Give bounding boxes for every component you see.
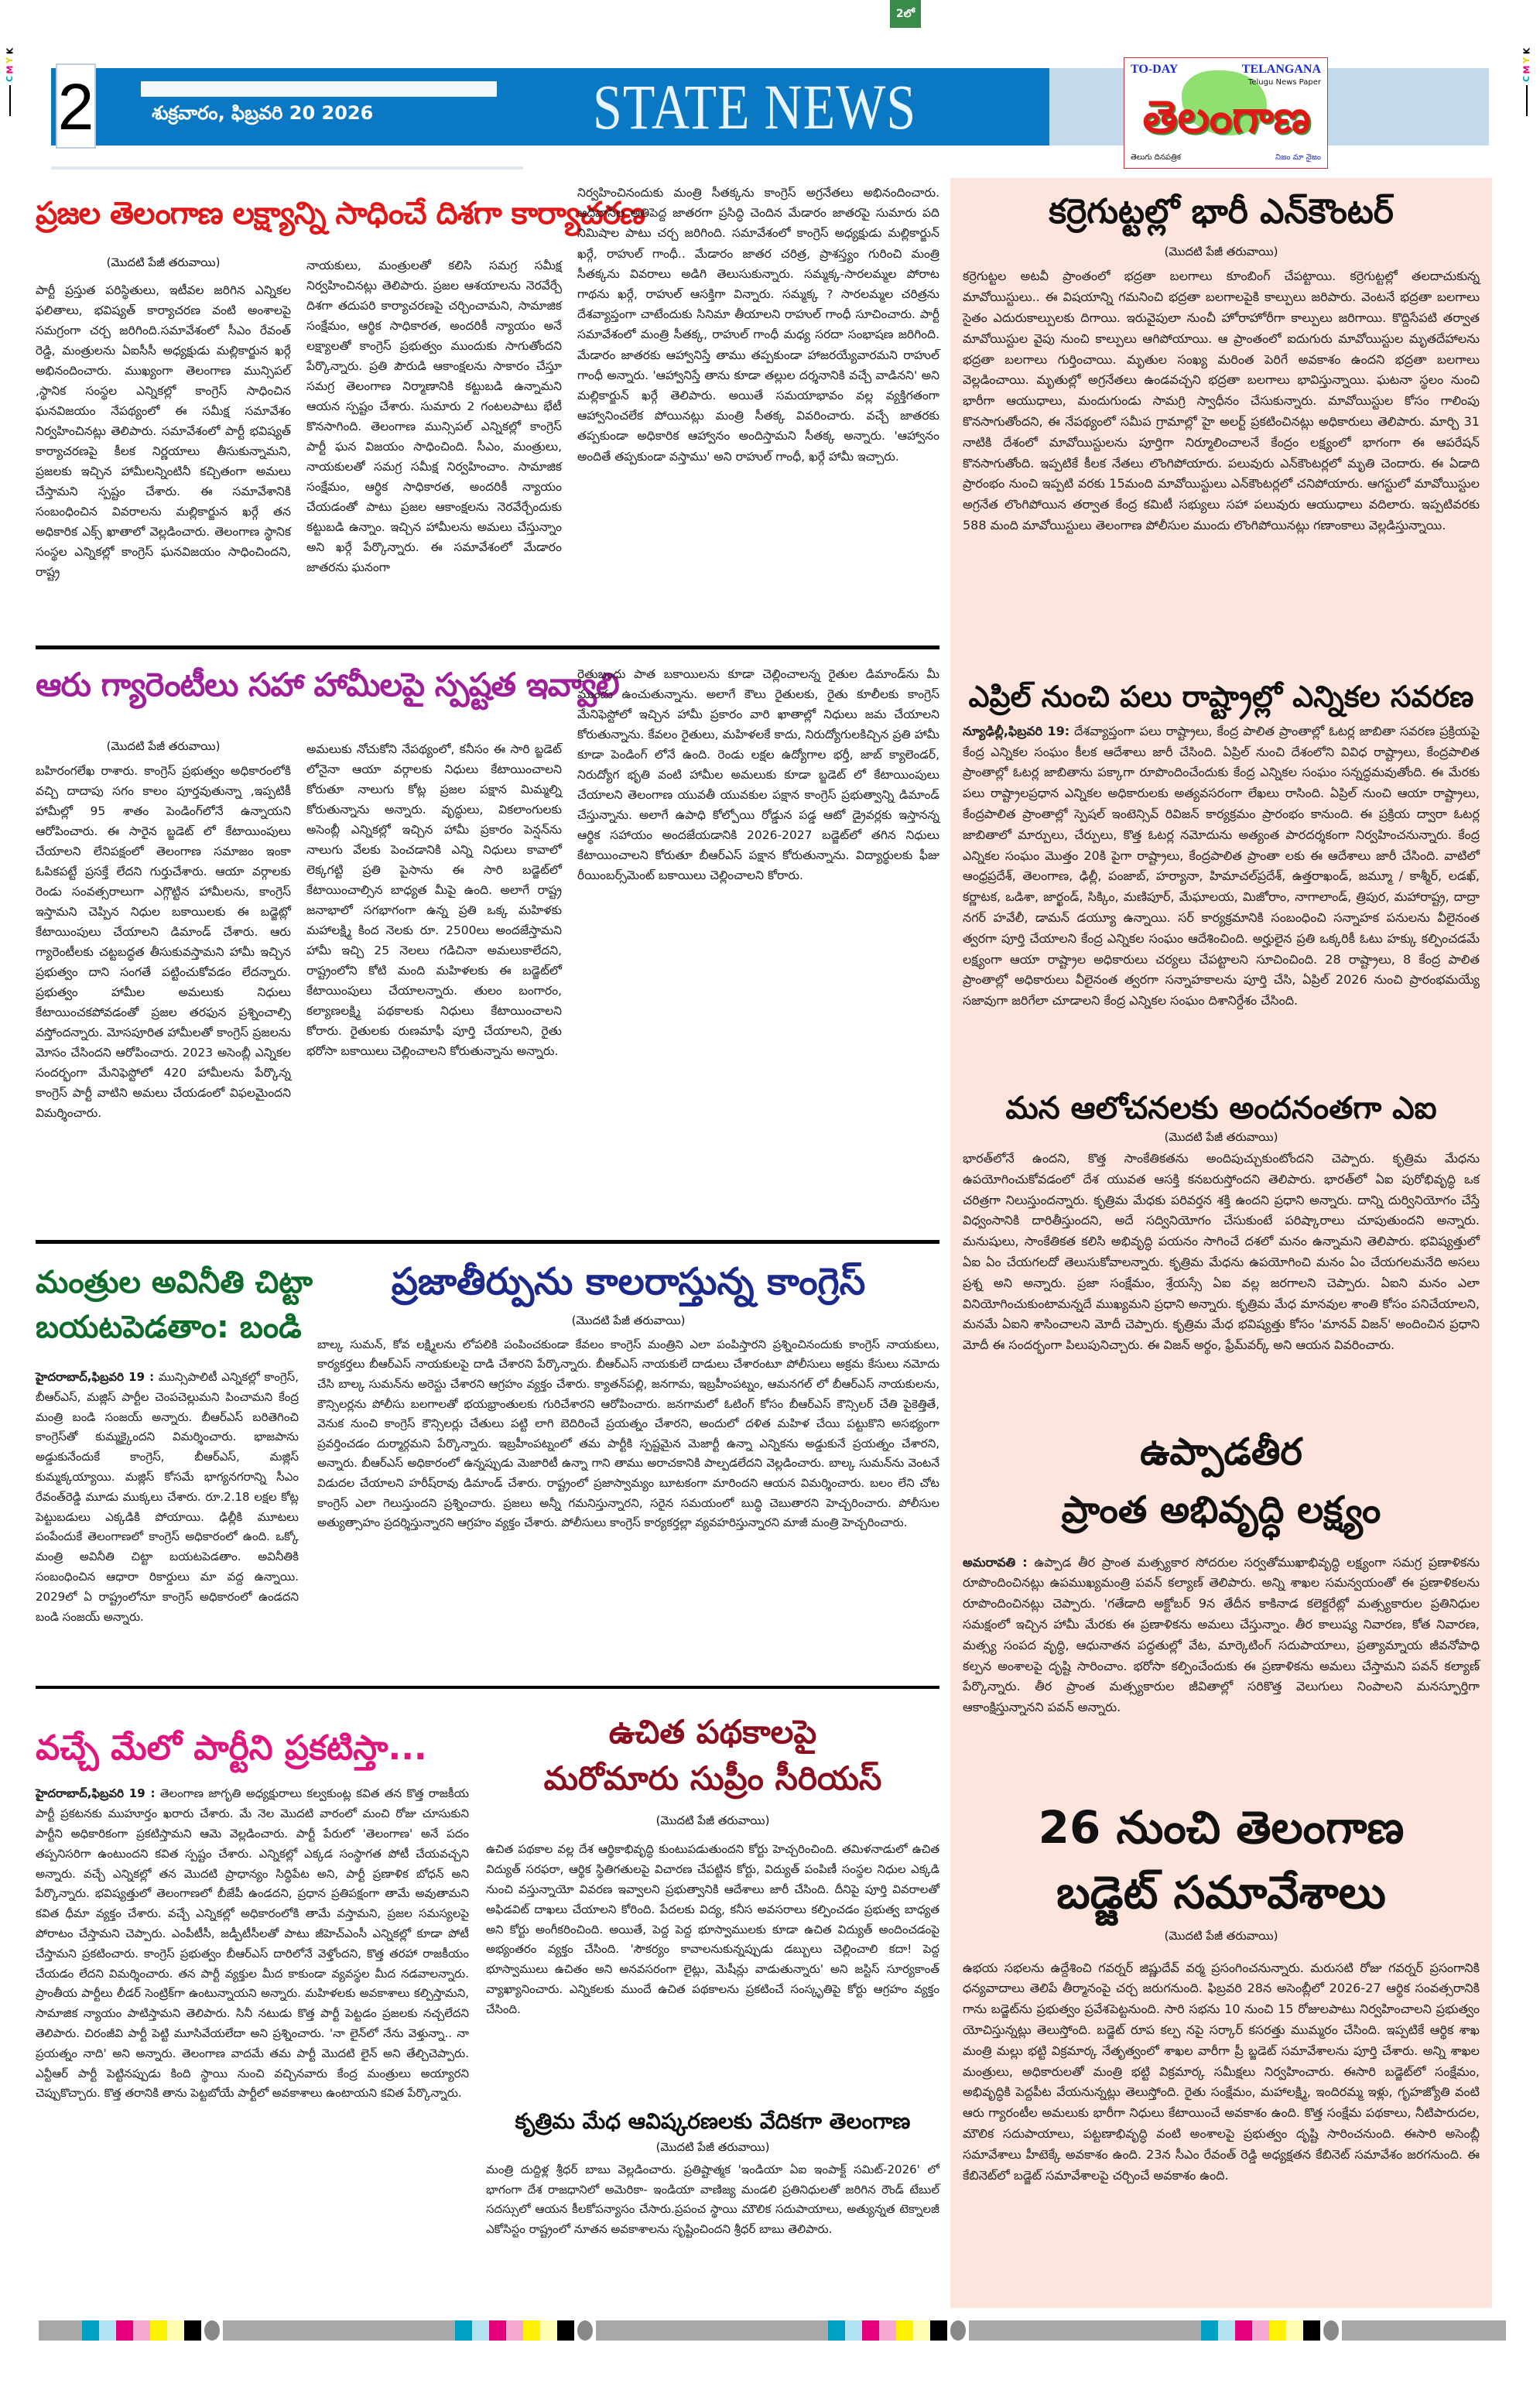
logo-tag-left: తెలుగు దినపత్రిక (1131, 153, 1182, 162)
gray-bar (1342, 2320, 1506, 2341)
article-kavitha-party (36, 1730, 469, 2104)
headline: కర్రెగుట్టల్లో భారీ ఎన్‌కౌంటర్ (1049, 192, 1394, 231)
continued-label: (మొదటి పేజీ తరువాయి) (1164, 245, 1278, 259)
registration-mark-left (5, 46, 15, 124)
gray-bar (969, 2320, 1201, 2341)
article-1-col-2-wrap (306, 255, 562, 577)
gray-bar (223, 2320, 455, 2341)
color-swatch (116, 2320, 133, 2341)
article-1-col-1: పార్టీ ప్రస్తుత పరిస్థితులు, ఇటీవల జరిగిన ఎన్నికల ఫలితాలు, భవిష్యత్ కార్యాచరణ వంటి అంశాలపై సమగ్రంగా చర్చ జరిగింది.సమావేశంలో సీఎం రేవంత్ రెడ్డి, మంత్రులను ఏఐసీసీ అధ్యక్షుడు మల్లికార్జున ఖర్గే అభినందించారు. ముఖ్యంగా తెలంగాణ మున్సిపల్ ,స్థానిక సంస్థల ఎన్నికల్లో కాంగ్రెస్ సాధించిన ఘనవిజయం నేపథ్యంలో ఈ సమీక్ష సమావేశం నిర్వహించినట్లు తెలిపారు. సమావేశంలో పార్టీ భవిష్యత్ కార్యాచరణపై కీలక నిర్ణయాలు తీసుకున్నామని, ప్రజలకు ఇచ్చిన హామీలన్నింటినీ కచ్చితంగా అమలు చేస్తామని స్పష్టం చేశారు. ఈ సమావేశానికి సంబంధించిన వివరాలను మల్లికార్జున ఖర్గే తన అధికారిక ఎక్స్ ఖాతాలో వెల్లడించారు. తెలంగాణ స్థానిక సంస్థల ఎన్నికల్లో కాంగ్రెస్ ఘనవిజయం సాధించిందని, రాష్ట్ర (36, 283, 291, 579)
headline: ఆరు గ్యారెంటీలు సహా హామీలపై స్పష్టత ఇవ్వాలి (36, 666, 619, 704)
section-divider (36, 1240, 939, 1244)
dateline: న్యూఢిల్లీ,ఫిబ్రవరి 19: (963, 723, 1070, 738)
color-swatch (896, 2320, 913, 2341)
dateline: అమరావతి : (963, 1554, 1028, 1570)
article-ai-telangana (486, 2110, 939, 2240)
reg-c: C (4, 75, 15, 83)
reg-k: K (1521, 47, 1531, 55)
article-2-col-2-wrap (306, 739, 562, 1061)
article-r2-body (963, 721, 1480, 1012)
registration-mark-right (1521, 46, 1532, 124)
reg-c: C (1521, 75, 1531, 83)
headline: వచ్చే మేలో పార్టీని ప్రకటిస్తా... (36, 1728, 427, 1768)
color-swatch (1235, 2320, 1252, 2341)
article-4-body: బాల్క సుమన్, కోవ లక్ష్మిలను లోపలికి పంపించకుండా కేవలం కాంగ్రెస్ మంత్రిని ఎలా పంపిస్తారని ప్రశ్నించినందుకు కాంగ్రెస్ నాయకులు, కార్యకర్తలు బీఆర్ఎస్ నాయకులపై దాడి చేశారని పేర్కొన్నారు. బీఆర్ఎస్ నాయకులే దాడులు చేశారంటూ పోలీసులు అక్రమ కేసులు నమోదు చేసి బాల్క సుమన్‌ను అరెస్టు చేశారని ఆగ్రహం వ్యక్తం చేశారు. క్యాతన్‌పల్లి, జనగామ, ఇబ్రహీంపట్నం, ఆమనగల్ లో బీఆర్ఎస్ నాయకులను, కౌన్సిలర్లను పోలీసు బలగాలతో భయభ్రాంతులకు గురిచేశారని ఆరోపించారు. జనగామలో ఓటింగ్ కోసం బీఆర్ఎస్ కౌన్సిలర్ చేతి పైకెత్తితే, వెనుక నుంచి కాంగ్రెస్ కౌన్సిలర్లు చేతులు పట్టి లాగి బెదిరించే ప్రయత్నం చేశారని, అందులో దళిత మహిళ చేయి పట్టుకొని అసభ్యంగా ప్రవర్తించడం దుర్మార్గమని పేర్కొన్నారు. ఇబ్రహీంపట్నంలో తమ పార్టీకి స్పష్టమైన మెజార్టీ ఉన్నా ఎన్నికను అడ్డుకునే ప్రయత్నం చేశారని, అన్నారు. బీఆర్ఎస్ అధికారంలో ఉన్నప్పుడు మెజారిటీ ఉన్నా గాని తాము అరాచకానికి పాల్పడలేదని వెల్లడించారు. బాల్క సుమన్‌ను వెంటనే విడుదల చేయాలని హరీష్‌రావు డిమాండ్ చేశారు. రాష్ట్రంలో ప్రజాస్వామ్యం బూటకంగా మారిందని ఆయన విమర్శించారు. బలం లేని చోట కాంగ్రెస్ ఎలా గెలుస్తుందని ప్రశ్నించారు. ప్రజలు అన్నీ గమనిస్తున్నారని, సరైన సమయంలో బుద్ధి చెబుతారని హెచ్చరించారు. పోలీసుల అత్యుత్సాహం ప్రదర్శిస్తున్నారని ఆగ్రహం వ్యక్తం చేశారు. పోలీసులు కాంగ్రెస్ కార్యకర్తల్లా వ్యవహరిస్తున్నారని మాజీ మంత్రి హెచ్చరించారు. (317, 1337, 939, 1530)
color-swatch (930, 2320, 947, 2341)
logo-subtitle: Telugu News Paper (1247, 78, 1321, 87)
color-swatch (133, 2320, 150, 2341)
logo-today: TO-DAY (1131, 63, 1179, 76)
continued-label: (మొదటి పేజీ తరువాయి) (1164, 1130, 1278, 1144)
color-swatch (184, 2320, 201, 2341)
headline-line-1: ఉప్పాడతీర (1140, 1430, 1302, 1474)
registration-oval (577, 2320, 593, 2341)
color-swatch (489, 2320, 506, 2341)
article-karregutta-encounter (963, 193, 1480, 536)
reg-k: K (5, 47, 15, 55)
article-2-col-1-wrap (36, 739, 291, 1123)
gray-bar (596, 2320, 828, 2341)
color-swatch (1303, 2320, 1320, 2341)
article-1-col-3-wrap (577, 183, 939, 467)
article-r5-body: ఉభయ సభలను ఉద్దేశించి గవర్నర్ జిష్ణుదేవ్ వర్మ ప్రసంగించనున్నారు. మరుసటి రోజు గవర్నర్ ప్రసంగానికి ధన్యవాదాలు తెలిపే తీర్మానంపై చర్చ జరుగనుంది. ఫిబ్రవరి 28న అసెంబ్లీలో 2026-27 ఆర్థిక సంవత్సరానికి గాను బడ్జెట్‌ను ప్రభుత్వం ప్రవేశపెట్టనుంది. సారి సభను 10 నుంచి 15 రోజులపాటు నిర్వహించాలని ప్రభుత్వం యోచిస్తున్నట్లు తెలుస్తోంది. బడ్జెట్ రూప కల్ప నపై సర్కార్ కసరత్తు ముమ్మరం చేసింది. ఇప్పటికే ఆర్థిక శాఖ మంత్రి మల్లు భట్టి విక్రమార్క నేతృత్వంలో శాఖల వారీగా ప్రీ బ్జడెట్ సమావేశాలను పూర్తి చేశారు. అన్ని శాఖల మంత్రులు, అధికారులతో మంత్రి భట్టి విక్రమార్క సమీక్షలు నిర్వహించారు. ఈసారి బడ్జెట్‌లో సంక్షేమం, అభివృద్ధికి పెద్దపీట వేయనున్నట్లు తెలుస్తోంది. రైతు సంక్షేమం, మహాలక్ష్మి, ఇందిరమ్మ ఇళ్లు, గృహజ్యోతి వంటి ఆరు గ్యారంటీల అమలుకు భారీగా నిధులు కేటాయించే అవకాశం ఉంది. కొత్త సంక్షేమ పథకాలు, నీటిపారుదల, మౌలిక సదుపాయాలు, పట్టణాభివృద్ధి వంటి అంశాలపై ప్రభుత్వం దృష్టి సారించనుంది. ఈసారి అసెంబ్లీ సమావేశాలు హీటెక్కే అవకాశం ఉంది. 23న సీఎం రేవంత్ రెడ్డి అధ్యక్షతన కేబినెట్ సమావేశం జరగనుంది. ఈ కేబినెట్‌లో బడ్జెట్ సమావేశాలపై చర్చించే అవకాశం ఉంది. (963, 1960, 1480, 2183)
article-r1-body: కర్రెగుట్టల అటవీ ప్రాంతంలో భద్రతా బలగాలు కూంబింగ్ చేపట్టాయి. కర్రెగుట్టల్లో తలదాచుకున్న మావోయిస్టులు.. ఈ విషయాన్ని గమనించి భద్రతా బలగాలపైకి కాల్పులు జరిపారు. వెంటనే భద్రతా బలగాలు సైతం ఎదురుకాల్పులకు దిగాయి. ఇరువైపులా నుంచీ హోరాహోరీగా కాల్పులు జరిగాయి. కొద్దిసేపటి తర్వాత మావోయిస్టుల వైపు నుంచి కాల్పులు ఆగిపోయాయి. ఆ ప్రాంతంలో ఐదుగురు మావోయిస్టుల మృతదేహాలను భద్రతా బలగాలు గుర్తించాయి. మృతుల సంఖ్య మరింత పెరిగే అవకాశం ఉందని భద్రతా బలగాలు వెల్లడించాయి. మృతుల్లో అగ్రనేతలు ఉండవచ్చని భద్రతా బలగాలు భావిస్తున్నాయి. ఘటనా స్థలం నుంచి భారీగా ఆయుధాలు, మందుగుండు సామగ్రి స్వాధీనం చేసుకున్నారు. మావోయిస్టుల కోసం గాలింపు కొనసాగుతోందని, ఈ నేపథ్యంలో సమీప గ్రామాల్లో హై అలర్ట్ ప్రకటించినట్లు అధికారులు తెలిపారు. మార్చి 31 నాటికి దేశంలో మావోయిస్టులను పూర్తిగా నిర్మూలించాలనే కేంద్రం లక్ష్యంలో భాగంగా ఈ ఆపరేషన్ కొనసాగుతోంది. ఇప్పటికే కీలక నేతలు లొంగిపోయారు. పలువురు ఎన్‌కౌంటర్లలో మృతి చెందారు. ఈ ఏడాది ప్రారంభం నుంచి ఇప్పటి వరకు 15మంది మావోయిస్టులు ఎన్‌కౌంటర్లలో చనిపోయారు. ఆగస్టులో మావోయిస్టుల అగ్రనేత లొంగిపోయిన తర్వాత కేంద్ర కమిటీ సభ్యులు సహా పలువురు ఆయుధాలు వదిలారు. ఇప్పటివరకు 588 మంది మావోయిస్టులు తెలంగాణ పోలీసుల ముందు లొంగిపోయినట్లు గణాంకాలు వెల్లడిస్తున్నాయి. (963, 269, 1480, 533)
article-praja-teerpu (317, 1262, 939, 1533)
color-swatch (99, 2320, 116, 2341)
reg-line (1526, 85, 1528, 116)
headline-line-2: మరోమారు సుప్రీం సీరియస్ (543, 1759, 882, 1798)
article-bandi (36, 1265, 313, 1627)
continued-label: (మొదటి పేజీ తరువాయి) (655, 1813, 770, 1828)
right-feature-panel (950, 178, 1492, 2308)
color-swatch (82, 2320, 99, 2341)
reg-line (9, 85, 11, 116)
color-swatch (862, 2320, 879, 2341)
logo-name: తెలంగాణ (1142, 91, 1311, 143)
logo-telangana: TELANGANA (1241, 63, 1321, 76)
reg-m: M (1521, 65, 1531, 74)
article-7-body: మంత్రి దుద్దిళ్ల శ్రీధర్ బాబు వెల్లడించారు. ప్రతిష్టాత్మక 'ఇండియా ఏఐ ఇంపాక్ట్ సమిట్-2026' లో భాగంగా దేశ రాజధానిలో అమెరికా- ఇండియా వాణిజ్య మండలి ప్రతినిధులతో జరిగిన రౌండ్ టేబుల్ సదస్సులో ఆయన కీలకోపన్యాసం చేసారు.ప్రపంచ స్థాయి మౌలిక సదుపాయాలు, అత్యున్నత టెక్నాలజీ ఎకోసిస్టం రాష్ట్రంలో నూతన అవకాశాలను సృష్టించిందని శ్రీధర్ బాబు తెలిపారు. (486, 2162, 939, 2237)
body-text: దేశవ్యాప్తంగా పలు రాష్ట్రాలు, కేంద్ర పాలిత ప్రాంతాల్లో ఓటర్ల జాబితా సవరణ ప్రక్రియపై కేంద్ర ఎన్నికల సంఘం కీలక ఆదేశాలు జారీ చేసింది. ఏప్రిల్ నుంచి దేశంలోని వివిధ రాష్ట్రాలు, కేంద్రపాలిత ప్రాంతాల్లో ఓటర్ల జాబితాను పక్కాగా రూపొందించేందుకు కేంద్ర ఎన్నికల సంఘం సన్నద్ధమవుతోంది. ఈ మేరకు పలు రాష్ట్రాలప్రధాన ఎన్నికల అధికారులకు అత్యవసరంగా లేఖలు రాసింది. ఏప్రిల్ నుంచి ఆయా రాష్ట్రాలు, కేంద్రపాలిత ప్రాంతాల్లో స్పెషల్ ఇంటెన్సివ్ రివిజన్ కార్యక్రమం ప్రారంభం కానుంది. ఈ ప్రక్రియ ద్వారా ఓటర్ల జాబితాలో మార్పులు, చేర్పులు, కొత్త ఓటర్ల నమోదును అత్యంత పారదర్శకంగా నిర్వహించనున్నారు. కేంద్ర ఎన్నికల సంఘం మొత్తం 20కి పైగా రాష్ట్రాలు, కేంద్రపాలిత ప్రాంతా లకు ఈ ఆదేశాలు జారీ చేసింది. వాటిలో ఆంధ్రప్రదేశ్, తెలంగాణ, ఢిల్లీ, పంజాబ్, హర్యానా, హిమాచల్‌ప్రదేశ్, ఉత్తరాఖండ్, జమ్మూ / కాశ్మీర్, లడఖ్, కర్ణాటక, ఒడిశా, జార్ఖండ్, సిక్కిం, మణిపూర్, మేఘాలయ, మిజోరాం, నాగాలాండ్, త్రిపుర, మహారాష్ట్ర, దాద్రా నగర్ హవేలీ, డామన్ డయ్యూ ఉన్నాయి. సర్ కార్యక్రమానికి సంబంధించి సన్నాహక పనులను వీలైనంత త్వరగా పూర్తి చేయాలని కేంద్ర ఎన్నికల సంఘం ఆదేశించింది. అర్హులైన ప్రతి ఒక్కరికీ ఓటు హక్కు కల్పించడమే లక్ష్యంగా ఆయా రాష్ట్రాల అధికారులు చర్యలు చేపట్టాలని సూచించింది. 28 రాష్ట్రాలు, 8 కేంద్ర పాలిత ప్రాంతాల్లో అధికారులు వీలైనంత త్వరగా సన్నాహకాలను పూర్తి చేసి, ఏప్రిల్ 2026 నుంచి ప్రారంభమయ్యే సజావుగా జరిగేలా చూడాలని కేంద్ర ఎన్నికల సంఘం దిశానిర్దేశం చేసింది. (963, 723, 1480, 1009)
article-2-col-3: రైతుబంధు పాత బకాయిలను కూడా చెల్లించాలన్న రైతుల డిమాండ్‌ను మీ ముందు ఉంచుతున్నాను. అలాగే కౌలు రైతులకు, రైతు కూలీలకు కాంగ్రెస్ మేనిఫెస్టోలో ఇచ్చిన హామీ ప్రకారం వారి ఖాతాల్లో నిధులు జమ చేయాలని కోరుతున్నాను. కేవలం రైతులు, మహిళలకే కాదు, నిరుద్యోగులకిచ్చిన ప్రతి హామీ కూడా పెండింగ్ లోనే ఉంది. రెండు లక్షల ఉద్యోగాల భర్తీ, జాబ్ క్యాలెండర్, నిరుద్యోగ భృతి వంటి హామీల అమలుకు కూడా బ్జడెట్ లో కేటాయింపులు చేయాలని తెలంగాణ యువతీ యువకుల పక్షాన కాంగ్రెస్ ప్రభుత్వాన్ని డిమాండ్ చేస్తున్నాను. అలాగే ఉపాధి కోల్పోయి రోడ్డున పడ్డ ఆటో డ్రైవర్లకు ఇస్తానన్న ఆర్థిక సహాయం అందజేయడానికి 2026-2027 బడ్జెట్‌లో తగిన నిధులు కేటాయించాలని కోరుతూ బీఆర్ఎస్ పక్షాన కోరుతున్నాను. విద్యార్థులకు ఫీజు రీయింబర్స్‌మెంట్ బకాయిలు చెల్లించాలని కోరారు. (577, 667, 939, 882)
dateline: హైదరాబాద్,ఫిబ్రవరి 19 : (36, 1786, 156, 1801)
color-swatch (540, 2320, 557, 2341)
color-swatch (1269, 2320, 1286, 2341)
article-5-body (36, 1784, 469, 2104)
headline-line-1: 26 నుంచి తెలంగాణ (1038, 1801, 1405, 1854)
article-1-col-2: నాయకులు, మంత్రులతో కలిసి సమగ్ర సమీక్ష నిర్వహించినట్లు తెలిపారు. ప్రజల ఆశయాలను నెరవేర్చే దిశగా తదుపరి కార్యాచరణపై చర్చించామని, సామాజిక సంక్షేమం, ఆర్థిక సాధికారత, అందరికీ న్యాయం అనే లక్ష్యాలతో కాంగ్రెస్ ప్రభుత్వం ముందుకు సాగుతోందని పేర్కొన్నారు. ప్రతి పౌరుడి ఆకాంక్షలను సాకారం చేస్తూ సమగ్ర తెలంగాణ నిర్మాణానికి కట్టుబడి ఉన్నామని ఆయన స్పష్టం చేశారు. సుమారు 2 గంటలపాటు భేటీ కొనసాగింది. తెలంగాణ మున్సిపల్ ఎన్నికల్లో కాంగ్రెస్ పార్టీ ఘన విజయం సాధించింది. సీఎం, మంత్రులు, నాయకులతో సమగ్ర సమీక్ష నిర్వహించాం. సామాజిక సంక్షేమం, ఆర్థిక సాధికారత, అందరికీ న్యాయం చేయడంతో పాటు ప్రజల ఆకాంక్షలను నెరవేర్చేందుకు కట్టుబడి ఉన్నాం. ఇచ్చిన హామీలను అమలు చేస్తున్నాం అని ఖర్గే పేర్కొన్నారు. ఈ సమావేశంలో మేడారం జాతరను ఘనంగా (306, 259, 562, 574)
body-text: ఉప్పాడ తీర ప్రాంత మత్స్యకార సోదరుల సర్వతోముఖాభివృద్ధి లక్ష్యంగా సమగ్ర ప్రణాళికను రూపొందించినట్లు ఉపముఖ్యమంత్రి పవన్ కల్యాణ్ తెలిపారు. అన్ని శాఖల సమన్వయంతో ఈ ప్రణాళికలను రూపొందించినట్లు చెప్పారు. 'గతేడాది అక్టోబర్ 9న తేదీన కాకినాడ కలెక్టరేట్లో మత్స్యకారుల ప్రతినిధుల సమక్షంలో ఇచ్చిన హామీ మేరకు ఈ ప్రణాళికను అమలు చేస్తున్నాం. తీర కాలుష్య నివారణ, కోత నివారణ, మత్స్య సంపద వృద్ధి, ఆధునాతన పద్ధతుల్లో వేట, మార్కెటింగ్ సదుపాయాలు, ప్రత్యామ్నాయ జీవనోపాధి కల్పన అంశాలపై దృష్టి సారించాం. భరోసా కల్పించేందుకు ఈ ప్రణాళికను అమలు చేస్తామని పవన్ కల్యాణ్ పేర్కొన్నారు. తీర ప్రాంత మత్స్యకారుల జీవితాల్లో సరికొత్త వెలుగులు నింపాలని మనస్ఫూర్తిగా ఆకాంక్షిస్తున్నానని పవన్ అన్నారు. (963, 1554, 1480, 1715)
headline: ఎప్రిల్ నుంచి పలు రాష్ట్రాల్లో ఎన్నికల సవరణ (968, 680, 1474, 714)
headline: ప్రజాతీర్పును కాలరాస్తున్న కాంగ్రెస్ (391, 1260, 866, 1303)
masthead-underline (51, 166, 523, 170)
article-6-body: ఉచిత పథకాల వల్ల దేశ ఆర్థికాభివృద్ధి కుంటుపడుతుందని కోర్టు హెచ్చరించింది. తమిళనాడులో ఉచిత విద్యుత్ సరఫరా, ఆర్థిక స్థితిగతులపై విచారణ చేపట్టిన కోర్టు, విద్యుత్ పంపిణీ సంస్థల నిధుల ఎక్కడి నుంచి వస్తున్నాయో వివరణ ఇవ్వాలని ప్రభుత్వానికి ఆదేశాలు జారీ చేసింది. దీనిపై పూర్తి వివరాలతో అఫిడవిట్ దాఖలు చేయాలని కోరింది. పేదలకు విద్య, కనీస అవసరాలు కల్పించడం ప్రభుత్వ బాధ్యత అని కోర్టు అంగీకరించింది. అయితే, పెద్ద పెద్ద భూస్వాములకు కూడా ఉచిత విద్యుత్ అందించడంపై అభ్యంతరం వ్యక్తం చేసింది. 'సౌకర్యం కావాలనుకున్నప్పుడు డబ్బులు చెల్లించాలి కదా! పెద్ద భూస్వాములు ఉచితం అని అనవసరంగా లైట్లు, మెషీన్లు వాడుతున్నారు' అని జస్టిస్ సూర్యకాంత్ వ్యాఖ్యానించారు. ఎన్నికలకు ముందే ఉచిత పథకాలను ప్రకటించే సంస్కృతిపై కోర్టు ఆగ్రహం వ్యక్తం చేసింది. (486, 1842, 939, 2016)
registration-oval (950, 2320, 966, 2341)
continued-label: (మొదటి పేజీ తరువాయి) (1164, 1928, 1278, 1943)
headline-line-2: బడ్జెట్ సమావేశాలు (1056, 1865, 1386, 1919)
color-registration-strip (39, 2320, 1506, 2341)
continued-label: (మొదటి పేజీ తరువాయి) (571, 1313, 686, 1327)
continued-label: (మొదటి పేజీ తరువాయి) (106, 739, 221, 753)
headline: మన ఆలోచనలకు అందనంతగా ఎఐ (1005, 1091, 1437, 1126)
registration-oval (1323, 2320, 1339, 2341)
body-text: తెలంగాణ జాగృతి అధ్యక్షురాలు కల్వకుంట్ల కవిత తన కొత్త రాజకీయ పార్టీ ప్రకటనకు ముహూర్తం ఖరారు చేశారు. మే నెల మొదటి వారంలో మంచి రోజు చూసుకుని పార్టీని అధికారికంగా ప్రకటిస్తామని ఆమె వెల్లడించారు. పార్టీ పేరులో 'తెలంగాణ' అనే పదం తప్పనిసరిగా ఉంటుందని కవిత స్పష్టం చేశారు. ఎన్నికల్లో ఎక్కడ సంస్థాగత పోటీ చేయవచ్చని అన్నారు. వచ్చే ఎన్నికల్లో తన మొదటి ప్రాధాన్యం సిద్ధిపేట అని, పార్టీ ప్రణాళిక బోధన్ అని పేర్కొన్నారు. భవిష్యత్తులో తెలంగాణలో బీజేపీ ఉండదని, ప్రధాన ప్రతిపక్షంగా తామే అవుతామని కవిత ధీమా వ్యక్తం చేశారు. వచ్చే ఎన్నికల్లో అధికారంలోకి తామే వస్తామని, ప్రజల సమస్యలపై పోరాటం చేస్తామని చెప్పారు. ఎంపీటీసీ, జడ్పీటీసీలతో పాటు జీహెచ్ఎంసీ ఎన్నికల్లో కూడా పోటీ చేస్తామని ప్రకటించారు. కాంగ్రెస్ ప్రభుత్వం బీఆర్ఎస్ దారిలోనే వెళ్తోందని, కొత్త తరహా రాజకీయం చేయడం లేదని విమర్శించారు. తన పార్టీ వ్యక్తుల మీద కాకుండా వ్యవస్థల మీద నడవాలన్నారు. ప్రాంతీయ పార్టీలు లీడర్ సెంట్రిక్‌గా ఉంటున్నాయని అన్నారు. మహిళలకు అవకాశాలు కల్పిస్తామని, సామాజిక న్యాయం పాటిస్తామని తెలిపారు. సినీ నటుడు కొత్త పార్టీ పెట్టడం ప్రజలకు నచ్చలేదని తెలిపారు. చిరంజీవి పార్టీ పెట్టి మూసివేయలేదా అని ప్రశ్నించారు. 'నా లైన్‌లో నేను వెళ్తున్నా.. నా ప్రయత్నం నాది' అని అన్నారు. తెలంగాణ వాదమే తమ పార్టీ మొదటి లైన్ అని తేల్చిచెప్పారు. ఎన్టీఆర్ పార్టీ పెట్టినప్పుడు కింది స్థాయి నుంచి వచ్చినవారు కేంద్ర మంత్రులు అయ్యారని చెప్పుకొచ్చారు. కొత్త తరానికి తాను పెట్టబోయే పార్టీలో అవకాశాలు ఉంటాయని కవిత పేర్కొన్నారు. (36, 1786, 469, 2101)
article-2-col-3-wrap (577, 664, 939, 885)
headline-line-1: మంత్రుల అవినీతి చిట్టా (36, 1265, 313, 1300)
logo-tag-right: నిజం మా నైజం (1275, 153, 1321, 162)
article-ai-thoughts (963, 1091, 1480, 1356)
registration-oval (204, 2320, 220, 2341)
dateline: హైదరాబాద్,ఫిబ్రవరి 19 : (36, 1370, 155, 1384)
color-swatch (506, 2320, 523, 2341)
color-swatch (879, 2320, 896, 2341)
article-2-col-1: బహిరంగలేఖ రాశారు. కాంగ్రెస్ ప్రభుత్వం అధికారంలోకి వచ్చి దాదాపు సగం కాలం పూర్తవుతున్నా ,ఇప్పటికీ హామీల్లో 95 శాతం పెండింగ్‌లోనే ఉన్నాయని ఆరోపించారు. ఈ సారైన బ్జడెట్ లో కేటాయింపులు చేయాలని లేనిపక్షంలో తెలంగాణ సమాజం ఇంకా ఓపికపట్టే ప్రసక్తే లేదని గుర్తుచేశారు. ఆయా వర్గాలకు రెండు సంవత్సరాలుగా ఎగ్గొట్టిన హామీలను, కాంగ్రెస్ ఇస్తామని చెప్పిన నిధుల బకాయిలకు ఈ బడ్జెట్లో కేటాయింపులు చేయాలని డిమాండ్ చేశారు. ఆరు గ్యారెంటీలకు చట్టబద్ధత తీసుకువస్తామని హామీ ఇచ్చిన ప్రభుత్వం దాని సంగతే పట్టించుకోవడం లేదన్నారు. ప్రభుత్వం హామీల అమలుకు నిధులు కేటాయించకపోవడంతో ప్రజల తరఫున ప్రశ్నించాల్సి వస్తోందన్నారు. మోసపూరిత హామీలతో కాంగ్రెస్ ప్రజలను మోసం చేసిందని ఆరోపించారు. 2023 అసెంబ్లీ ఎన్నికల సందర్భంగా మేనిఫెస్టోలో 420 హామీలను పేర్కొన్న కాంగ్రెస్ పార్టీ వాటిని అమలు చేయడంలో విఫలమైందని విమర్శించారు. (36, 764, 291, 1120)
headline-line-2: ప్రాంత అభివృద్ధి లక్ష్యం (1061, 1488, 1381, 1532)
article-3-body (36, 1368, 299, 1627)
article-2-col-2: అమలుకు నోచుకోని నేపథ్యంలో, కనీసం ఈ సారి బ్జడెట్ లోనైనా ఆయా వర్గాలకు నిధులు కేటాయించాలని కోరుతూ నాలుగు కోట్ల ప్రజల పక్షాన మిమ్మల్ని కోరుతున్నాను అన్నారు. వృద్ధులు, వికలాంగులకు అసెంబ్లీ ఎన్నికల్లో ఇచ్చిన హామీ ప్రకారం పెన్షన్‌ను నాలుగు వేలకు పెంచడానికి ఎన్ని నిధులు కావాలో లెక్కగట్టి ప్రతి పైసాను ఈ సారి బడ్జెట్‌లో కేటాయించాల్సిన బాధ్యత మీపై ఉంది. అలాగే రాష్ట్ర జనాభాలో సగభాగంగా ఉన్న ప్రతి ఒక్క మహిళకు మహాలక్ష్మి కింద నెలకు రూ. 2500లు అందజేస్తామని హామీ ఇచ్చి 25 నెలలు గడిచినా అమలుకాలేదని, రాష్ట్రంలోని కోటి మంది మహిళలకు ఈ బడ్జెట్‌లో కేటాయింపులు చేయాలన్నారు. తులం బంగారం, కల్యాణలక్ష్మి పథకాలకు నిధులు కేటాయించాలని కోరారు. రైతులకు రుణమాఫీ పూర్తి చేయాలని, రైతు భరోసా బకాయిలు చెల్లించాలని కోరుతున్నాను అన్నారు. (306, 742, 562, 1058)
article-r3-body: భారత్‌లోనే ఉందని, కొత్త సాంకేతికతను అందిపుచ్చుకుంటోందని చెప్పారు. కృత్రిమ మేధను ఉపయోగించుకోవడంలో దేశ యువత ఆసక్తి కనబరుస్తోందని తెలిపారు. భారత్‌లో ఏఐ పురోభివృద్ధి ఒక చరిత్రగా నిలుస్తుందన్నారు. కృత్రిమ మేధకు పరివర్తన శక్తి ఉందని ప్రధాని అన్నారు. దాన్ని దుర్వినియోగం చేస్తే విధ్వంసానికి దారితీస్తుందని, అదే సద్వినియోగం చేసుకుంటే పరిష్కారాలు చూపుతుందని అన్నారు. మనుషులు, సాంకేతికత కలిసి అభివృద్ధి పయనం సాగించే దశలో మనం ఉన్నామని తెలిపారు. భవిష్యత్తులో ఏఐ ఏం చేయగలదో తెలుసుకోవాలన్నారు. కృత్రిమ మేధను ఉపయోగించి మనం ఏం చేయగలమనేది అసలు ప్రశ్న అని అన్నారు. ప్రజా సంక్షేమం, శ్రేయస్సే ఏఐ వల్ల జరగాలని చెప్పారు. ఏఐని మనం ఎలా వినియోగించుకుంటామన్నదే ముఖ్యమని ప్రధాని అన్నారు. కృత్రిమ మేధ మానవుల శాంతి కోసం పనిచేయాలని, మనమే ఏఐని శాసించాలని మోదీ చెప్పారు. కృత్రిమ మేధ భవిష్యత్తు కోసం 'మానవ్ విజన్' అందించిన ప్రధాని మోదీ ఈ సందర్భంగా పిలుపునిచ్చారు. ఈ విజన్ అర్థం, ఫ్రేమ్‌వర్క్ అని ఆయన వివరించారు. (963, 1151, 1480, 1353)
date-box (141, 81, 497, 97)
article-voter-revision (963, 681, 1480, 1012)
page-marker: 2లో (890, 0, 921, 28)
body-text: మున్సిపాలిటీ ఎన్నికల్లో కాంగ్రెస్, బీఆర్ఎస్, మజ్లిస్ పార్టీల చెంపచెల్లుమని పించామని కేంద్ర మంత్రి బండి సంజయ్ అన్నారు. బీఆర్ఎస్ బరితెగించి కాంగ్రెస్‌తో కుమ్మక్కైందని విమర్శించారు. భాజపాను అడ్డుకునేందుకే కాంగ్రెస్, బీఆర్ఎస్, మజ్లిస్ కుమ్మక్కయ్యాయి. మజ్లిస్ కోసమే భాగ్యనగరాన్ని సీఎం రేవంత్‌రెడ్డి మూడు ముక్కలు చేశారు. రూ.2.18 లక్షల కోట్ల పెట్టుబడులు ఎక్కడికి పోయాయి. ఢిల్లీకి మూటలు పంపేందుకే తెలంగాణలో కాంగ్రెస్ అధికారంలో ఉంది. ఒక్కో మంత్రి అవినీతి చిట్టా బయటపెడతాం. అవినీతికి సంబంధించిన ఆధారా రికార్డులు మా వద్ద ఉన్నాయి. 2029లో ఏ రాష్ట్రంలోనూ కాంగ్రెస్ అధికారంలో ఉండదని బండి సంజయ్ అన్నారు. (36, 1370, 299, 1624)
color-swatch (1218, 2320, 1235, 2341)
section-divider (36, 1686, 939, 1689)
headline: కృత్రిమ మేధ ఆవిష్కరణలకు వేదికగా తెలంగాణ (515, 2108, 911, 2134)
section-title: STATE NEWS (593, 70, 917, 143)
page-number: 2 (56, 63, 96, 149)
newspaper-logo (1124, 57, 1328, 169)
reg-y: Y (5, 57, 15, 63)
reg-m: M (4, 65, 15, 74)
reg-y: Y (1521, 57, 1531, 63)
color-swatch (828, 2320, 845, 2341)
color-swatch (1286, 2320, 1303, 2341)
color-swatch (845, 2320, 862, 2341)
article-aaru-guarantees (36, 667, 624, 703)
article-1-col-1-wrap (36, 255, 291, 582)
issue-date: శుక్రవారం, ఫిబ్రవరి 20 2026 (152, 102, 374, 124)
section-divider (36, 646, 939, 649)
color-swatch (455, 2320, 472, 2341)
color-swatch (1252, 2320, 1269, 2341)
article-budget-sessions (963, 1803, 1480, 2186)
color-swatch (150, 2320, 167, 2341)
article-supreme-freebies (486, 1714, 939, 2020)
color-swatch (1201, 2320, 1218, 2341)
color-swatch (913, 2320, 930, 2341)
continued-label: (మొదటి పేజీ తరువాయి) (655, 2139, 770, 2154)
color-swatch (557, 2320, 574, 2341)
color-swatch (472, 2320, 489, 2341)
article-r4-body (963, 1553, 1480, 1718)
headline-line-1: ఉచిత పథకాలపై (608, 1713, 817, 1751)
gray-bar (39, 2320, 82, 2341)
headline: ప్రజల తెలంగాణ లక్ష్యాన్ని సాధించే దిశగా కార్యాచరణ (36, 196, 645, 231)
color-swatch (523, 2320, 540, 2341)
headline-line-2: బయటపెడతాం: బండి (36, 1310, 302, 1345)
article-uppada-coast (963, 1432, 1480, 1718)
article-1-col-3: నిర్వహించినందుకు మంత్రి సీతక్కను కాంగ్రెస్ అగ్రనేతలు అభినందించారు. ఆదివాసీల అతిపెద్ద జాతరగా ప్రసిద్ధి చెందిన మేడారం జాతరపై సుమారు పది నిమిషాల పాటు చర్చ జరిగింది. సమావేశంలో కాంగ్రెస్ అధ్యక్షుడు మల్లికార్జున్ ఖర్గే, రాహుల్ గాంధీ.. మేడారం జాతర చరిత్ర, ప్రాశస్త్యం గురించి మంత్రి సీతక్కను వివరాలు అడిగి తెలుసుకున్నారు. సమ్మక్క-సారలమ్మల పోరాట గాథను ఖర్గే, రాహుల్ ఆసక్తిగా విన్నారు. సమ్మక్క ? సారలమ్మల చరిత్రను దేశవ్యాప్తంగా చాటేందుకు సినిమా తీయాలని రాహుల్ గాంధీ సూచించారు. పార్టీ సమావేశంలో మంత్రి సీతక్క, రాహుల్ గాంధీ మధ్య సరదా సంభాషణ జరిగింది. మేడారం జాతరకు ఆహ్వానిస్తే తాము తప్పకుండా హాజరయ్యేవారమని రాహుల్ గాంధీ అన్నారు. 'ఆహ్వానిస్తే తాను కూడా తల్లుల దర్శనానికి వచ్చే వాడినని' అని మల్లికార్జున్ ఖర్గే తెలిపారు. అయితే సమయాభావం వల్ల వ్యక్తిగతంగా ఆహ్వానించలేక పోయినట్లు మంత్రి సీతక్క వివరించారు. వచ్చే జాతరకు తప్పకుండా అధికారిక ఆహ్వానం అందిస్తామని సీతక్క అన్నారు. 'ఆహ్వానం అందితే తప్పకుండా వస్తాము' అని రాహుల్ గాంధీ, ఖర్గే హామీ ఇచ్చారు. (577, 186, 939, 464)
color-swatch (167, 2320, 184, 2341)
continued-label: (మొదటి పేజీ తరువాయి) (106, 255, 221, 269)
